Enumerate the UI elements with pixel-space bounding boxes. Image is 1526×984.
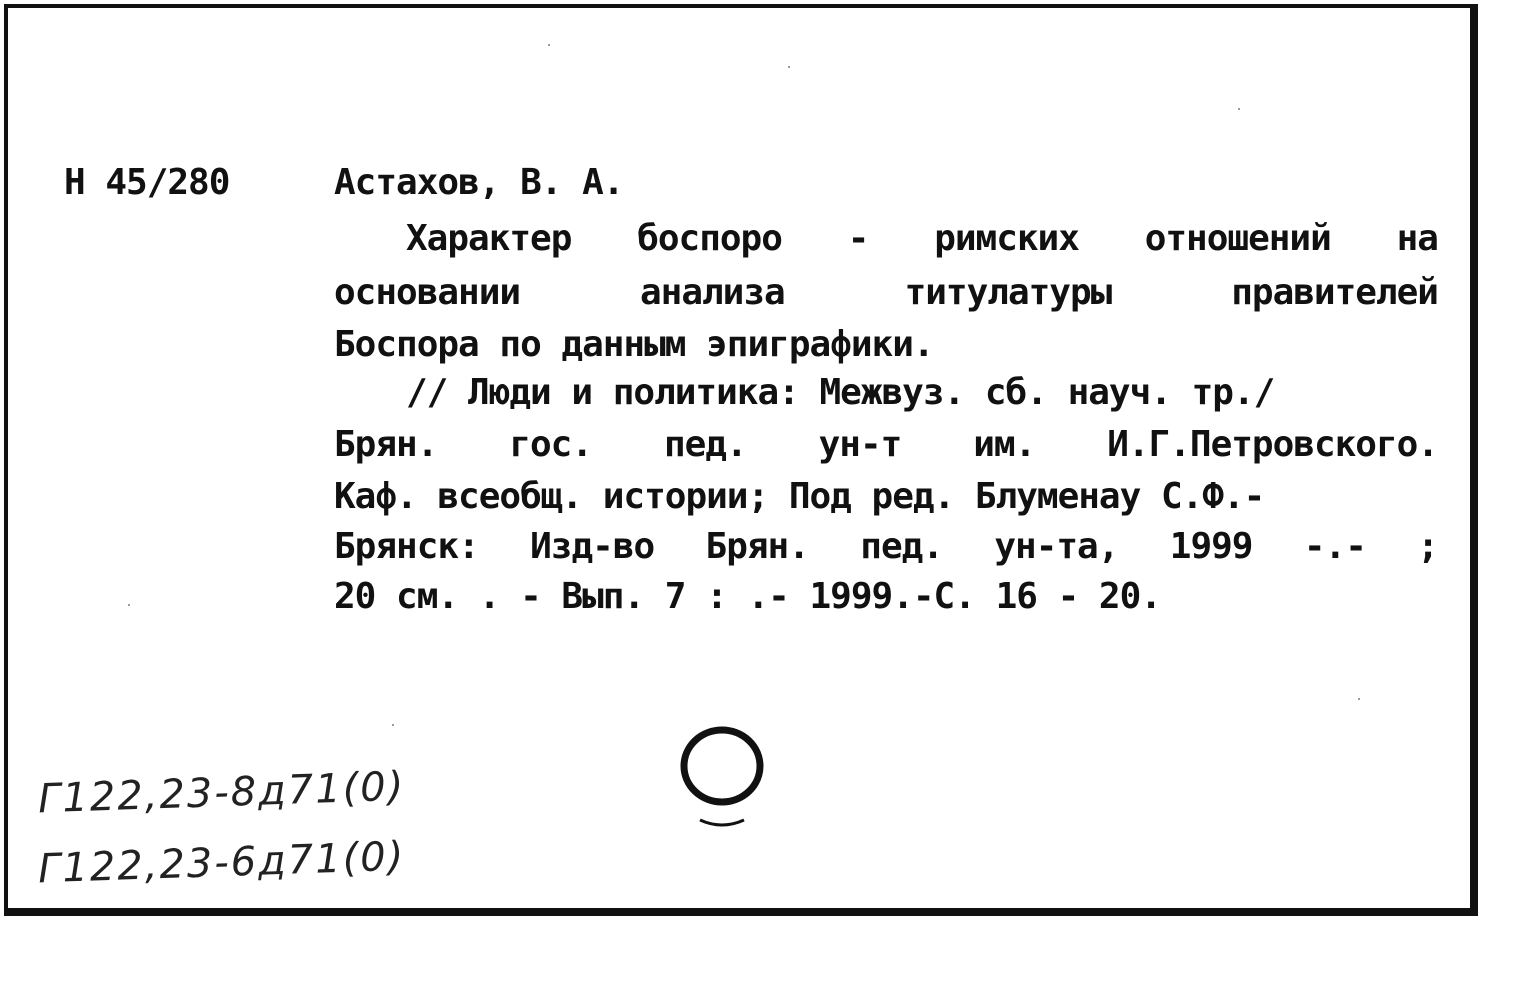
source-word: Брян. [334, 424, 438, 465]
title-word: основании [334, 272, 521, 313]
title-word: анализа [639, 272, 785, 313]
source-word: ун-т [818, 424, 902, 465]
source-word: Брян. [705, 526, 809, 567]
source-word: Брянск: [334, 526, 479, 567]
source-word: -.- [1303, 526, 1366, 567]
source-word: пед. [860, 526, 943, 567]
source-word: гос. [509, 424, 593, 465]
scan-speck [128, 604, 130, 606]
source-word: ; [1417, 526, 1438, 567]
source-word: 1999 [1169, 526, 1253, 567]
source-word: ун-та, [994, 526, 1119, 567]
source-line-1: // Люди и политика: Межвуз. сб. науч. тр./ [406, 372, 1275, 413]
punch-hole-icon [680, 726, 764, 810]
scan-speck [392, 724, 394, 726]
title-word: титулатуры [904, 272, 1112, 313]
title-line-3: Боспора по данным эпиграфики. [334, 324, 934, 365]
title-word: - [847, 218, 869, 259]
scan-speck [548, 44, 550, 46]
source-line-3: Каф. всеобщ. истории; Под ред. Блуменау С.Ф.- [334, 476, 1265, 517]
source-word: И.Г.Петровского. [1107, 424, 1438, 465]
source-word: Изд-во [530, 526, 655, 567]
catalog-card [4, 4, 1478, 916]
classification-code-1: Г122,23-8д71(0) [37, 763, 407, 823]
title-word: отношений [1144, 218, 1331, 259]
source-word: им. [973, 424, 1036, 465]
shelfmark: Н 45/280 [64, 162, 230, 203]
scan-speck [788, 66, 790, 68]
classification-code-2: Г122,23-6д71(0) [37, 833, 407, 893]
title-word: боспоро [637, 218, 782, 259]
title-word: римских [934, 218, 1079, 259]
title-line-1 [334, 218, 1438, 259]
source-line-4 [334, 526, 1438, 567]
source-word: пед. [663, 424, 747, 465]
source-line-2 [334, 424, 1438, 465]
title-line-2 [334, 272, 1438, 313]
title-word: на [1396, 218, 1438, 259]
scan-speck [1238, 108, 1240, 110]
scan-speck [1358, 698, 1360, 700]
source-line-5: 20 см. . - Вып. 7 : .- 1999.-С. 16 - 20. [334, 576, 1161, 617]
title-word: Характер [406, 218, 572, 259]
author: Астахов, В. А. [334, 162, 624, 203]
title-word: правителей [1231, 272, 1438, 313]
